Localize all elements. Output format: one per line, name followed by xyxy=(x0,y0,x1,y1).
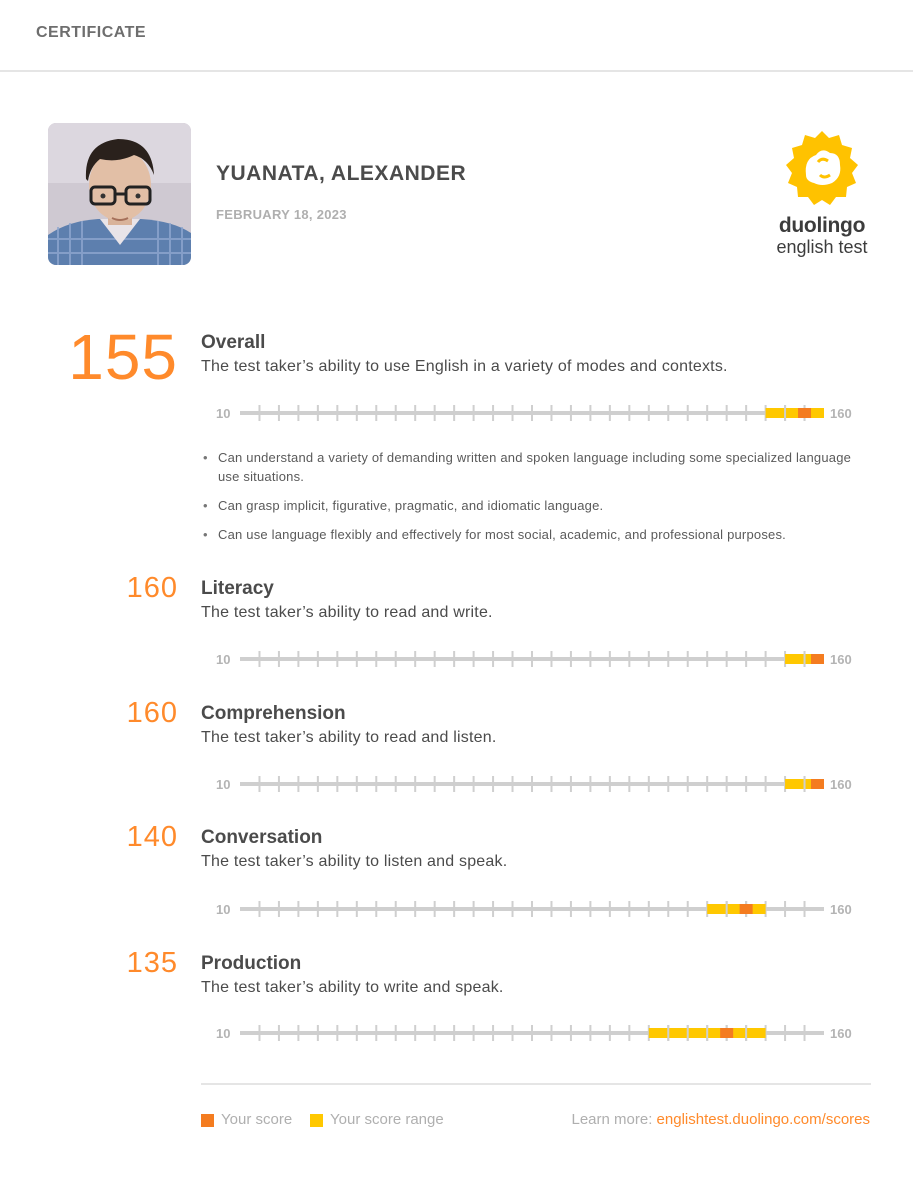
scale-tick xyxy=(550,901,552,917)
scale-tick xyxy=(375,405,377,421)
scale-min-label: 10 xyxy=(216,777,231,792)
scale-tick xyxy=(784,405,786,421)
scale-tick xyxy=(745,405,747,421)
scale-max-label: 160 xyxy=(830,777,852,792)
overall-score: 155 xyxy=(68,321,178,393)
scale-tick xyxy=(512,1025,514,1041)
scale-tick xyxy=(317,901,319,917)
scale-tick xyxy=(745,651,747,667)
scale-tick xyxy=(589,651,591,667)
scale-min-label: 10 xyxy=(216,406,231,421)
scale-tick xyxy=(531,1025,533,1041)
scale-tick xyxy=(589,901,591,917)
scale-tick xyxy=(687,651,689,667)
scale-tick xyxy=(531,776,533,792)
scale-tick xyxy=(356,901,358,917)
scale-tick xyxy=(414,901,416,917)
scale-tick xyxy=(258,901,260,917)
scale-tick xyxy=(628,776,630,792)
logo-brand-text: duolingo xyxy=(778,214,866,237)
scale-tick xyxy=(375,651,377,667)
score-marker xyxy=(740,904,753,914)
overall-title: Overall xyxy=(201,332,266,353)
scale-tick xyxy=(550,776,552,792)
score-marker xyxy=(811,779,824,789)
scale-min-label: 10 xyxy=(216,902,231,917)
conversation-score: 140 xyxy=(126,821,178,853)
scale-tick xyxy=(473,901,475,917)
scale-tick xyxy=(258,1025,260,1041)
duolingo-owl-logo-icon xyxy=(782,129,862,209)
scale-tick xyxy=(336,901,338,917)
scale-tick xyxy=(258,776,260,792)
scale-tick xyxy=(570,405,572,421)
scale-tick xyxy=(804,1025,806,1041)
scale-tick xyxy=(648,405,650,421)
scale-tick xyxy=(434,651,436,667)
scale-tick xyxy=(278,901,280,917)
scale-tick xyxy=(745,1025,747,1041)
overall-descriptor-list xyxy=(203,448,863,554)
literacy-title: Literacy xyxy=(201,578,274,599)
scale-tick xyxy=(414,405,416,421)
production-score-scale xyxy=(210,1024,870,1044)
scale-tick xyxy=(765,776,767,792)
legend-score-swatch xyxy=(201,1114,214,1127)
scale-tick xyxy=(453,901,455,917)
scale-tick xyxy=(667,651,669,667)
scale-tick xyxy=(453,651,455,667)
scale-max-label: 160 xyxy=(830,652,852,667)
scale-tick xyxy=(609,405,611,421)
scale-tick xyxy=(258,405,260,421)
scale-tick xyxy=(492,1025,494,1041)
scale-tick xyxy=(648,901,650,917)
scale-max-label: 160 xyxy=(830,406,852,421)
scale-tick xyxy=(492,405,494,421)
scale-tick xyxy=(784,1025,786,1041)
scale-tick xyxy=(278,776,280,792)
scale-tick xyxy=(667,1025,669,1041)
certificate-title: CERTIFICATE xyxy=(36,24,147,41)
legend-range-swatch xyxy=(310,1114,323,1127)
scale-max-label: 160 xyxy=(830,1026,852,1041)
scale-tick xyxy=(726,901,728,917)
descriptor-item: • Can use language flexibly and effectively for most social, academic, and professional purposes. xyxy=(203,525,863,544)
scale-tick xyxy=(628,405,630,421)
scale-tick xyxy=(609,901,611,917)
scale-tick xyxy=(804,901,806,917)
scale-tick xyxy=(278,405,280,421)
production-title: Production xyxy=(201,953,302,974)
scale-tick xyxy=(395,1025,397,1041)
scale-tick xyxy=(589,1025,591,1041)
scale-tick xyxy=(414,651,416,667)
scale-max-label: 160 xyxy=(830,902,852,917)
scores-link[interactable]: englishtest.duolingo.com/scores xyxy=(656,1111,870,1128)
literacy-description: The test taker’s ability to read and write. xyxy=(201,604,493,621)
candidate-photo-illustration xyxy=(48,123,191,265)
production-description: The test taker’s ability to write and speak. xyxy=(201,979,504,996)
scale-tick xyxy=(648,651,650,667)
scale-tick xyxy=(375,1025,377,1041)
scale-tick xyxy=(453,405,455,421)
conversation-score-scale xyxy=(210,900,870,920)
scale-tick xyxy=(434,901,436,917)
scale-tick xyxy=(395,901,397,917)
scale-tick xyxy=(278,651,280,667)
scale-tick xyxy=(628,651,630,667)
scale-tick xyxy=(297,901,299,917)
scale-tick xyxy=(336,405,338,421)
scale-tick xyxy=(687,405,689,421)
scale-tick xyxy=(609,776,611,792)
descriptor-item: • Can understand a variety of demanding written and spoken language including some specialized language use situations. xyxy=(203,448,863,486)
scale-tick xyxy=(570,776,572,792)
certificate-header xyxy=(0,0,913,72)
scale-tick xyxy=(297,405,299,421)
descriptor-item: • Can grasp implicit, figurative, pragmatic, and idiomatic language. xyxy=(203,496,863,515)
scale-tick xyxy=(453,776,455,792)
learn-more xyxy=(572,1111,871,1128)
scale-tick xyxy=(512,651,514,667)
scale-tick xyxy=(706,1025,708,1041)
scale-tick xyxy=(609,651,611,667)
score-range-bar xyxy=(707,904,765,914)
learn-more-label: Learn more: xyxy=(571,1111,657,1128)
scale-tick xyxy=(687,776,689,792)
candidate-name: YUANATA, ALEXANDER xyxy=(216,162,467,185)
overall-score-scale xyxy=(210,404,870,424)
legend-score-label: Your score xyxy=(221,1111,293,1128)
scale-bar xyxy=(240,900,824,920)
scale-tick xyxy=(726,405,728,421)
scale-tick xyxy=(570,651,572,667)
scale-tick xyxy=(706,405,708,421)
scale-tick xyxy=(531,405,533,421)
scale-tick xyxy=(356,1025,358,1041)
scale-tick xyxy=(375,776,377,792)
scale-tick xyxy=(473,776,475,792)
scale-tick xyxy=(414,776,416,792)
comprehension-score: 160 xyxy=(126,697,178,729)
scale-tick xyxy=(492,651,494,667)
scale-tick xyxy=(473,405,475,421)
scale-tick xyxy=(706,776,708,792)
scale-tick xyxy=(804,651,806,667)
scale-tick xyxy=(726,651,728,667)
scale-tick xyxy=(356,405,358,421)
scale-tick xyxy=(434,1025,436,1041)
score-range-bar xyxy=(766,408,824,418)
scale-tick xyxy=(395,651,397,667)
comprehension-title: Comprehension xyxy=(201,703,346,724)
scale-tick xyxy=(550,405,552,421)
scale-tick xyxy=(745,776,747,792)
footer-divider xyxy=(201,1083,871,1085)
scale-tick xyxy=(628,1025,630,1041)
scale-tick xyxy=(628,901,630,917)
scale-tick xyxy=(317,405,319,421)
overall-description: The test taker’s ability to use English in a variety of modes and contexts. xyxy=(201,358,728,375)
scale-tick xyxy=(726,776,728,792)
scale-tick xyxy=(395,776,397,792)
scale-tick xyxy=(570,1025,572,1041)
scale-tick xyxy=(395,405,397,421)
literacy-score: 160 xyxy=(126,572,178,604)
legend-range-label: Your score range xyxy=(330,1111,444,1128)
scale-bar xyxy=(240,775,824,795)
scale-tick xyxy=(648,776,650,792)
scale-tick xyxy=(492,901,494,917)
literacy-score-scale xyxy=(210,650,870,670)
comprehension-description: The test taker’s ability to read and listen. xyxy=(201,729,497,746)
scale-tick xyxy=(589,405,591,421)
score-marker xyxy=(720,1028,733,1038)
scale-tick xyxy=(434,776,436,792)
scale-tick xyxy=(784,901,786,917)
scale-tick xyxy=(375,901,377,917)
scale-tick xyxy=(297,1025,299,1041)
scale-tick xyxy=(550,1025,552,1041)
scale-tick xyxy=(336,1025,338,1041)
scale-tick xyxy=(512,776,514,792)
scale-min-label: 10 xyxy=(216,652,231,667)
scale-tick xyxy=(667,776,669,792)
scale-tick xyxy=(356,776,358,792)
scale-bar xyxy=(240,404,824,424)
scale-tick xyxy=(609,1025,611,1041)
conversation-description: The test taker’s ability to listen and speak. xyxy=(201,853,508,870)
scale-tick xyxy=(473,651,475,667)
scale-tick xyxy=(550,651,552,667)
scale-tick xyxy=(765,651,767,667)
scale-tick xyxy=(531,651,533,667)
scale-tick xyxy=(317,651,319,667)
scale-tick xyxy=(687,1025,689,1041)
scale-tick xyxy=(589,776,591,792)
score-marker xyxy=(798,408,811,418)
scale-tick xyxy=(336,651,338,667)
comprehension-score-scale xyxy=(210,775,870,795)
test-date: FEBRUARY 18, 2023 xyxy=(216,207,347,222)
scale-tick xyxy=(297,776,299,792)
scale-tick xyxy=(414,1025,416,1041)
scale-tick xyxy=(317,776,319,792)
scale-bar xyxy=(240,650,824,670)
scale-tick xyxy=(336,776,338,792)
scale-tick xyxy=(706,651,708,667)
scale-tick xyxy=(453,1025,455,1041)
scale-tick xyxy=(317,1025,319,1041)
scale-tick xyxy=(258,651,260,667)
scale-tick xyxy=(687,901,689,917)
logo-sub-text: english test xyxy=(776,237,868,257)
scale-tick xyxy=(473,1025,475,1041)
scale-tick xyxy=(804,776,806,792)
scale-tick xyxy=(434,405,436,421)
scale-tick xyxy=(570,901,572,917)
scale-tick xyxy=(667,901,669,917)
scale-min-label: 10 xyxy=(216,1026,231,1041)
production-score: 135 xyxy=(126,947,178,979)
scale-bar xyxy=(240,1024,824,1044)
scale-tick xyxy=(531,901,533,917)
scale-tick xyxy=(297,651,299,667)
scale-tick xyxy=(492,776,494,792)
score-marker xyxy=(811,654,824,664)
scale-tick xyxy=(667,405,669,421)
candidate-photo xyxy=(48,123,191,265)
scale-tick xyxy=(356,651,358,667)
scale-tick xyxy=(278,1025,280,1041)
conversation-title: Conversation xyxy=(201,827,323,848)
scale-tick xyxy=(512,405,514,421)
scale-tick xyxy=(512,901,514,917)
